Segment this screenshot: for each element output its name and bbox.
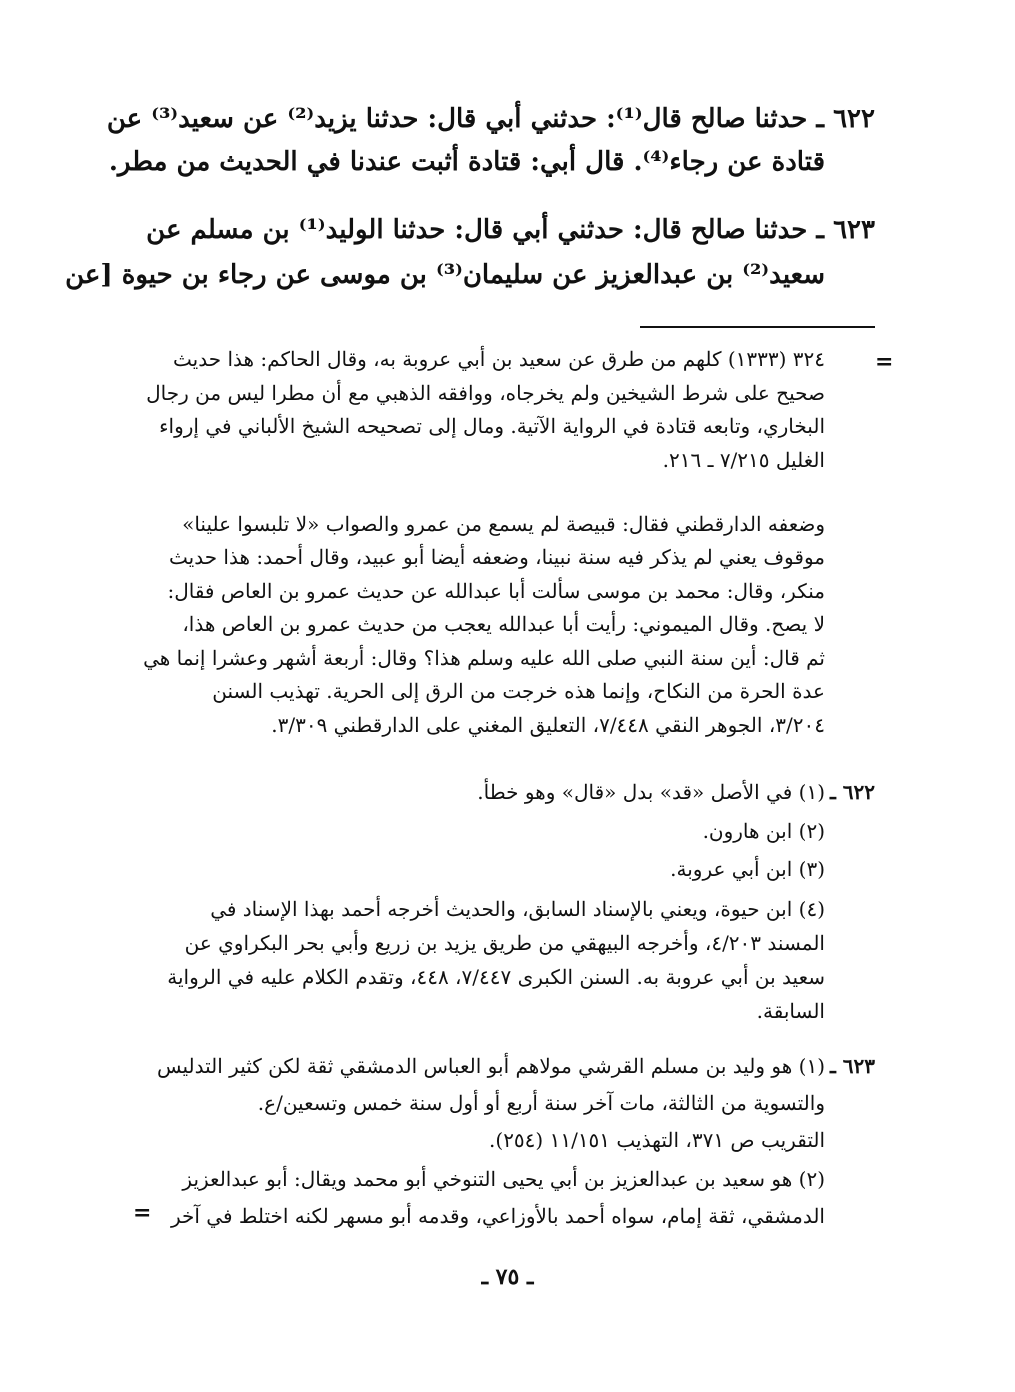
footnote-line: سعيد بن أبي عروبة به. السنن الكبرى ٧/٤٤٧، ٤٤٨، وتقدم الكلام عليه في الرواية (167, 965, 825, 989)
footnote-line: صحيح على شرط الشيخين ولم يخرجاه، ووافقه الذهبي مع أن مطرا ليس من رجال (146, 381, 825, 405)
footnote-line: البخاري، وتابعه قتادة في الرواية الآتية. ومال إلى تصحيحه الشيخ الألباني في إرواء (159, 414, 825, 438)
footnote-line: ٣٢٤ (١٣٣٣) كلهم من طرق عن سعيد بن أبي عروبة به، وقال الحاكم: هذا حديث (173, 347, 825, 371)
footnote-line: (٤) ابن حيوة، ويعني بالإسناد السابق، والحديث أخرجه أحمد بهذا الإسناد في (210, 897, 825, 921)
footnote-ref-number: ٦٢٢ ـ (829, 780, 875, 804)
footnote-line: الدمشقي، ثقة إمام، سواه أحمد بالأوزاعي، وقدمه أبو مسهر لكنه اختلط في آخر (170, 1204, 825, 1228)
footnote-line: السابقة. (756, 999, 825, 1023)
footnote-line: (١) هو وليد بن مسلم القرشي مولاهم أبو العباس الدمشقي ثقة لكن كثير التدليس (157, 1054, 825, 1078)
footnote-line: موقوف يعني لم يذكر فيه سنة نبينا، وضعفه أيضا أبو عبيد، وقال أحمد: هذا حديث (168, 545, 825, 569)
narration-number: ٦٢٢ ـ (816, 104, 875, 134)
narration-number: ٦٢٣ ـ (816, 215, 875, 245)
footnote-divider (640, 326, 875, 328)
footnote-line: ثم قال: أين سنة النبي صلى الله عليه وسلم هذا؟ وقال: أربعة أشهر وعشرا إنما هي (143, 646, 825, 670)
narration-622-line-2: قتادة عن رجاء⁽⁴⁾. قال أبي: قتادة أثبت عندنا في الحديث من مطر. (108, 147, 825, 177)
footnote-line: المسند ٤/٢٠٣، وأخرجه البيهقي من طريق يزيد بن زريع وأبي بحر البكراوي عن (184, 931, 825, 955)
footnote-line: عدة الحرة من النكاح، وإنما هذه خرجت من الرق إلى الحرية. تهذيب السنن (212, 679, 825, 703)
footnote-line: التقريب ص ٣٧١، التهذيب ١١/١٥١ (٢٥٤). (489, 1128, 825, 1152)
continuation-mark-bottom: = (133, 1200, 152, 1226)
footnote-line: منكر، وقال: محمد بن موسى سألت أبا عبدالله عن حديث عمرو بن العاص فقال: (167, 579, 825, 603)
footnote-line: ٣/٢٠٤، الجوهر النقي ٧/٤٤٨، التعليق المغني على الدارقطني ٣/٣٠٩. (271, 713, 825, 737)
footnote-ref-number: ٦٢٣ ـ (829, 1054, 875, 1078)
footnote-line: الغليل ٧/٢١٥ ـ ٢١٦. (662, 448, 825, 472)
narration-623-line-1: ٦٢٣ ـ حدثنا صالح قال: حدثني أبي قال: حدثنا الوليد⁽¹⁾ بن مسلم عن (146, 215, 875, 245)
footnote-line: (٢) ابن هارون. (702, 819, 825, 843)
footnote-line: وضعفه الدارقطني فقال: قبيصة لم يسمع من عمرو والصواب «لا تلبسوا علينا» (182, 512, 825, 536)
narration-622-line-1: ٦٢٢ ـ حدثنا صالح قال⁽¹⁾: حدثني أبي قال: حدثنا يزيد⁽²⁾ عن سعيد⁽³⁾ عن (106, 104, 875, 134)
footnote-line: لا يصح. وقال الميموني: رأيت أبا عبدالله يعجب من حديث عمرو بن العاص هذا، (182, 612, 825, 636)
continuation-mark-top: = (875, 349, 894, 375)
footnote-line: (١) في الأصل «قد» بدل «قال» وهو خطأ. (477, 780, 825, 804)
footnote-line: (٣) ابن أبي عروبة. (670, 857, 825, 881)
footnote-line: (٢) هو سعيد بن عبدالعزيز بن أبي يحيى التنوخي أبو محمد ويقال: أبو عبدالعزيز (182, 1167, 825, 1191)
narration-623-line-2: سعيد⁽²⁾ بن عبدالعزيز عن سليمان⁽³⁾ بن موسى عن رجاء بن حيوة [عن (65, 260, 825, 290)
footnote-line: والتسوية من الثالثة، مات آخر سنة أربع أو أول سنة خمس وتسعين/ع. (257, 1091, 825, 1115)
page-number: ـ ٧٥ ـ (481, 1264, 534, 1290)
